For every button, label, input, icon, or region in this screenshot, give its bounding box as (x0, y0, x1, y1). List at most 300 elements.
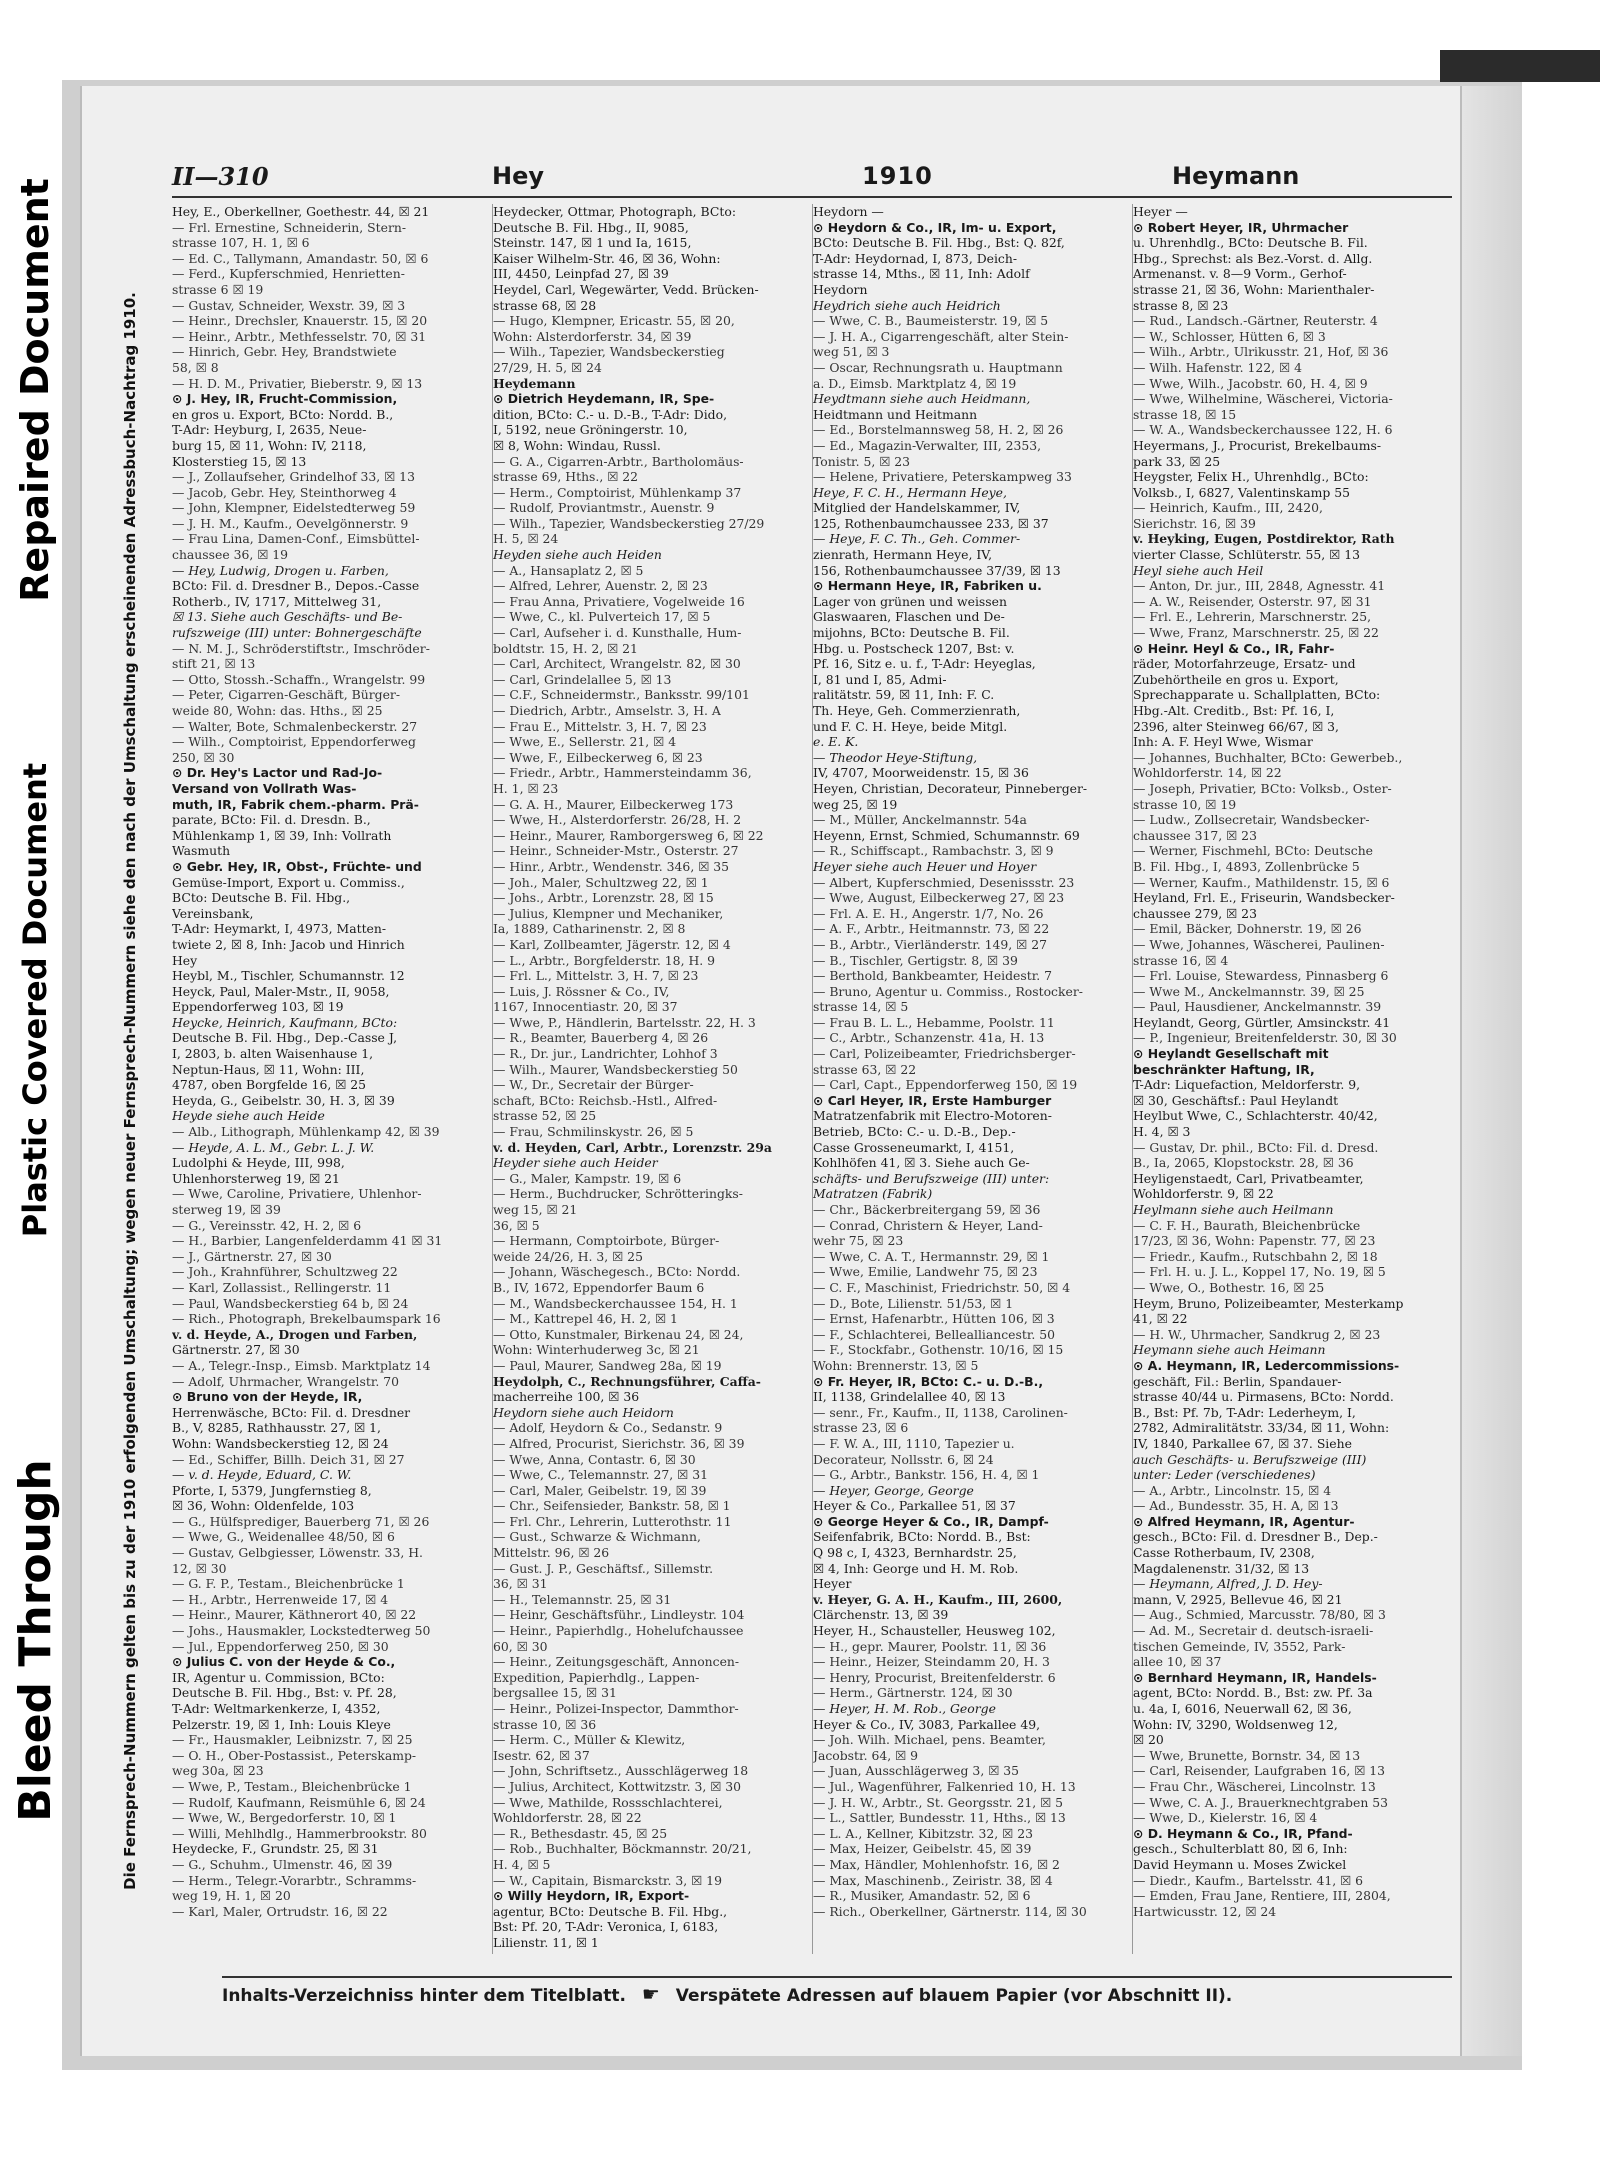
directory-entry-line: — Wwe, G., Weidenallee 48/50, ☒ 6 (172, 1529, 395, 1545)
directory-entry-line: — Carl, Capt., Eppendorferweg 150, ☒ 19 (813, 1077, 1078, 1093)
directory-entry-line: — Wwe, D., Kielerstr. 16, ☒ 4 (1133, 1810, 1318, 1826)
directory-entry-line: — Wwe, O., Bothestr. 16, ☒ 25 (1133, 1279, 1325, 1295)
directory-entry-line: — A. F., Arbtr., Heitmannstr. 73, ☒ 22 (813, 921, 1050, 937)
directory-entry-line: — C.F., Schneidermstr., Banksstr. 99/101 (493, 687, 750, 703)
directory-entry-line: — Jul., Eppendorferweg 250, ☒ 30 (172, 1638, 389, 1654)
directory-entry-line: ⊙ Alfred Heymann, IR, Agentur- (1133, 1513, 1355, 1529)
directory-entry-line: — Frl. A. E. H., Angerstr. 1/7, No. 26 (813, 905, 1044, 921)
directory-entry-line: — Jacob, Gebr. Hey, Steinthorweg 4 (172, 484, 397, 500)
directory-entry-line: auch Geschäfts- u. Berufszweige (III) (1133, 1451, 1367, 1467)
directory-entry-line: 2782, Admiralitätstr. 33/34, ☒ 11, Wohn: (1133, 1420, 1390, 1436)
directory-entry-line: — Emil, Bäcker, Dohnerstr. 19, ☒ 26 (1133, 921, 1362, 937)
directory-entry-line: — Frau E., Mittelstr. 3, H. 7, ☒ 23 (493, 718, 707, 734)
directory-entry-line: ⊙ Heinr. Heyl & Co., IR, Fahr- (1133, 640, 1335, 656)
directory-entry-line: — C. F. H., Baurath, Bleichenbrücke (1133, 1217, 1361, 1233)
directory-entry-line: — Joh., Krahnführer, Schultzweg 22 (172, 1264, 398, 1280)
directory-entry-line: 125, Rothenbaumchaussee 233, ☒ 37 (813, 515, 1049, 531)
directory-entry-line: Hbg.-Alt. Creditb., Bst: Pf. 16, I, (1133, 703, 1335, 718)
directory-entry-line: Clärchenstr. 13, ☒ 39 (813, 1607, 949, 1623)
directory-entry-line: mann, V, 2925, Bellevue 46, ☒ 21 (1133, 1591, 1343, 1607)
directory-entry-line: Sprechapparate u. Schallplatten, BCto: (1133, 687, 1381, 703)
directory-entry-line: — Ad. M., Secretair d. deutsch-israeli- (1133, 1623, 1374, 1639)
directory-entry-line: — Wwe, Emilie, Landwehr 75, ☒ 23 (813, 1264, 1038, 1280)
directory-entry-line: — Rudolf, Proviantmstr., Auenstr. 9 (493, 500, 715, 516)
directory-entry-line: strasse 14, Mths., ☒ 11, Inh: Adolf (813, 266, 1030, 282)
directory-entry-line: — Wwe, Franz, Marschnerstr. 25, ☒ 22 (1133, 625, 1379, 641)
directory-entry-line: — Willi, Mehlhdlg., Hammerbrookstr. 80 (172, 1825, 427, 1841)
directory-entry-line: Isestr. 62, ☒ 37 (493, 1747, 590, 1763)
directory-entry-line: — Wwe, C. B., Baumeisterstr. 19, ☒ 5 (813, 313, 1049, 329)
directory-entry-line: T-Adr: Liquefaction, Meldorferstr. 9, (1133, 1077, 1361, 1093)
directory-entry-line: — Alfred, Procurist, Sierichstr. 36, ☒ 39 (493, 1435, 745, 1451)
directory-entry-line: — Karl, Zollassist., Rellingerstr. 11 (172, 1279, 392, 1295)
directory-entry-line: — Wwe, Mathilde, Rossschlachterei, (493, 1794, 723, 1810)
directory-entry-line: Decorateur, Nollsstr. 6, ☒ 24 (813, 1451, 994, 1467)
directory-entry-line: 12, ☒ 30 (172, 1560, 227, 1576)
directory-entry-line: weide 24/26, H. 3, ☒ 25 (493, 1248, 643, 1264)
directory-entry-line: — F. W. A., III, 1110, Tapezier u. (813, 1435, 1015, 1451)
directory-entry-line: Mühlenkamp 1, ☒ 39, Inh: Vollrath (172, 827, 392, 843)
directory-entry-line: ⊙ Heylandt Gesellschaft mit (1133, 1046, 1329, 1062)
directory-entry-line: Sierichstr. 16, ☒ 39 (1133, 515, 1256, 531)
directory-entry-line: Kaiser Wilhelm-Str. 46, ☒ 36, Wohn: (493, 250, 721, 266)
directory-entry-line: — A. W., Reisender, Osterstr. 97, ☒ 31 (1133, 593, 1372, 609)
directory-entry-line: — W., Dr., Secretair der Bürger- (493, 1077, 694, 1093)
directory-entry-line: strasse 107, H. 1, ☒ 6 (172, 235, 310, 251)
directory-entry-line: Heyder siehe auch Heider (493, 1155, 658, 1171)
directory-entry-line: en gros u. Export, BCto: Nordd. B., (172, 406, 394, 422)
footer-left-text: Inhalts-Verzeichniss hinter dem Titelblatt. (222, 1986, 626, 2006)
directory-entry-line: — Gustav, Dr. phil., BCto: Fil. d. Dresd. (1133, 1139, 1379, 1155)
directory-entry-line: — Frau Anna, Privatiere, Vogelweide 16 (493, 593, 745, 609)
directory-entry-line: 60, ☒ 30 (493, 1638, 548, 1654)
directory-entry-line: T-Adr: Weltmarkenkerze, I, 4352, (172, 1701, 381, 1716)
directory-entry-line: — L., Arbtr., Borgfelderstr. 18, H. 9 (493, 952, 716, 968)
directory-entry-line: zienrath, Hermann Heye, IV, (813, 547, 993, 563)
directory-entry-line: BCto: Deutsche B. Fil. Hbg., Bst: Q. 82f, (813, 235, 1065, 251)
directory-entry-line: — Heinr., Heizer, Steindamm 20, H. 3 (813, 1654, 1050, 1670)
directory-entry-line: — Hinrich, Gebr. Hey, Brandstwiete (172, 344, 397, 360)
directory-entry-line: Wasmuth (172, 843, 231, 859)
directory-entry-line: ⊙ Fr. Heyer, IR, BCto: C.- u. D.-B., (813, 1373, 1044, 1389)
directory-entry-line: — Heinr., Maurer, Käthnerort 40, ☒ 22 (172, 1607, 417, 1623)
directory-entry-line: Heyermans, J., Procurist, Brekelbaums- (1133, 437, 1382, 453)
directory-entry-line: ⊙ Willy Heydorn, IR, Export- (493, 1888, 690, 1904)
directory-entry-line: parate, BCto: Fil. d. Dresdn. B., (172, 812, 371, 828)
directory-entry-line: BCto: Fil. d. Dresdner B., Depos.-Casse (172, 578, 420, 594)
directory-entry-line: Heyligenstaedt, Carl, Privatbeamter, (1133, 1170, 1364, 1186)
column-1 (172, 204, 482, 1954)
directory-entry-line: u. Uhrenhdlg., BCto: Deutsche B. Fil. (1133, 235, 1368, 251)
directory-entry-line: Heydorn — (813, 204, 884, 219)
directory-entry-line: strasse 69, Hths., ☒ 22 (493, 469, 639, 485)
directory-entry-line: — Hugo, Klempner, Ericastr. 55, ☒ 20, (493, 313, 735, 329)
directory-entry-line: park 33, ☒ 25 (1133, 453, 1221, 469)
directory-entry-line: — H., Arbtr., Herrenweide 17, ☒ 4 (172, 1591, 389, 1607)
directory-entry-line: Versand von Vollrath Was- (172, 780, 357, 796)
directory-entry-line: — F., Stockfabr., Gothenstr. 10/16, ☒ 15 (813, 1342, 1064, 1358)
directory-entry-line: — Heyer, H. M. Rob., George (813, 1701, 996, 1716)
directory-entry-line: Wohn: Brennerstr. 13, ☒ 5 (813, 1357, 979, 1373)
directory-entry-line: strasse 52, ☒ 25 (493, 1108, 597, 1124)
directory-entry-line: — Heinr., Zeitungsgeschäft, Annoncen- (493, 1654, 740, 1670)
directory-entry-line: Heyda, G., Geibelstr. 30, H. 3, ☒ 39 (172, 1092, 395, 1108)
directory-entry-line: H. 4, ☒ 5 (493, 1856, 551, 1872)
directory-entry-line: — G. A. H., Maurer, Eilbeckerweg 173 (493, 796, 734, 812)
directory-entry-line: räder, Motorfahrzeuge, Ersatz- und (1133, 656, 1356, 672)
directory-entry-line: — Frl. Chr., Lehrerin, Lutterothstr. 11 (493, 1513, 732, 1529)
label-text-bleed: Bleed Through (9, 1458, 61, 1822)
directory-entry-line: — Rud., Landsch.-Gärtner, Reuterstr. 4 (1133, 313, 1378, 329)
directory-entry-line: chaussee 317, ☒ 23 (1133, 827, 1257, 843)
directory-entry-line: — Ed., Magazin-Verwalter, III, 2353, (813, 437, 1042, 453)
directory-entry-line: — Frau, Schmilinskystr. 26, ☒ 5 (493, 1124, 694, 1140)
directory-entry-line: Glaswaaren, Flaschen und De- (813, 609, 1005, 625)
directory-entry-line: — Herm., Buchdrucker, Schrötteringks- (493, 1186, 743, 1202)
directory-entry-line: sterweg 19, ☒ 39 (172, 1202, 281, 1217)
directory-entry-line: B., Bst: Pf. 7b, T-Adr: Lederheym, I, (1133, 1404, 1356, 1420)
directory-entry-line: 41, ☒ 22 (1133, 1311, 1188, 1327)
directory-entry-line: — Heinr., Drechsler, Knauerstr. 15, ☒ 20 (172, 313, 428, 329)
directory-entry-line: u. 4a, I, 6016, Neuerwall 62, ☒ 36, (1133, 1701, 1352, 1716)
directory-entry-line: — Wwe, F., Eilbeckerweg 6, ☒ 23 (493, 749, 703, 765)
directory-entry-line: dition, BCto: C.- u. D.-B., T-Adr: Dido, (493, 406, 728, 422)
side-labels (0, 130, 70, 2060)
directory-entry-line: — Carl, Grindelallee 5, ☒ 13 (493, 671, 672, 687)
directory-entry-line: — Wwe, C. A. T., Hermannstr. 29, ☒ 1 (813, 1248, 1050, 1264)
directory-entry-line: — Wwe, August, Eilbeckerweg 27, ☒ 23 (813, 890, 1065, 906)
label-plastic-covered-document (0, 690, 70, 1310)
directory-entry-line: Pforte, I, 5379, Jungfernstieg 8, (172, 1482, 372, 1498)
directory-entry-line: ☒ 13. Siehe auch Geschäfts- und Be- (172, 609, 403, 625)
directory-entry-line: Deutsche B. Fil. Hbg., Bst: v. Pf. 28, (172, 1685, 397, 1701)
directory-entry-line: B. Fil. Hbg., I, 4893, Zollenbrücke 5 (1133, 858, 1360, 874)
directory-entry-line: — Peter, Cigarren-Geschäft, Bürger- (172, 687, 401, 703)
directory-entry-line: — Wilh., Comptoirist, Eppendorferweg (172, 734, 416, 750)
directory-entry-line: David Heymann u. Moses Zwickel (1133, 1856, 1347, 1872)
directory-entry-line: — L. A., Kellner, Kibitzstr. 32, ☒ 23 (813, 1825, 1033, 1841)
directory-entry-line: — Chr., Seifensieder, Bankstr. 58, ☒ 1 (493, 1498, 731, 1514)
directory-entry-line: — Johann, Wäschegesch., BCto: Nordd. (493, 1264, 741, 1280)
directory-entry-line: Heylandt, Georg, Gürtler, Amsinckstr. 41 (1133, 1014, 1391, 1030)
directory-entry-line: ⊙ J. Hey, IR, Frucht-Commission, (172, 391, 398, 407)
label-repaired-document (0, 130, 70, 650)
directory-entry-line: — A., Telegr.-Insp., Eimsb. Marktplatz 14 (172, 1357, 431, 1373)
directory-entry-line: agentur, BCto: Deutsche B. Fil. Hbg., (493, 1903, 728, 1919)
directory-entry-line: Armenanst. v. 8—9 Vorm., Gerhof- (1133, 266, 1347, 282)
directory-entry-line: — Albert, Kupferschmied, Desenissstr. 23 (813, 874, 1075, 890)
directory-entry-line: 36, ☒ 31 (493, 1576, 548, 1592)
directory-entry-line: gesch., Schulterblatt 80, ☒ 6, Inh: (1133, 1841, 1348, 1857)
directory-entry-line: boldtstr. 15, H. 2, ☒ 21 (493, 640, 638, 656)
directory-entry-line: Neptun-Haus, ☒ 11, Wohn: III, (172, 1061, 365, 1077)
directory-entry-line: — Julius, Architect, Kottwitzstr. 3, ☒ 30 (493, 1778, 742, 1794)
header-year: 1910 (862, 162, 933, 190)
directory-entry-line: Hey, E., Oberkellner, Goethestr. 44, ☒ 21 (172, 204, 430, 219)
directory-entry-line: — Karl, Zollbeamter, Jägerstr. 12, ☒ 4 (493, 936, 731, 952)
directory-entry-line: — W. A., Wandsbeckerchaussee 122, H. 6 (1133, 422, 1393, 438)
directory-entry-line: Q 98 c, I, 4323, Bernhardstr. 25, (813, 1545, 1017, 1561)
directory-entry-line: 4787, oben Borgfelde 16, ☒ 25 (172, 1077, 367, 1093)
directory-entry-line: BCto: Deutsche B. Fil. Hbg., (172, 890, 351, 906)
directory-entry-line: Heymann siehe auch Heimann (1133, 1342, 1326, 1358)
directory-entry-line: — Frl. Ernestine, Schneiderin, Stern- (172, 219, 407, 235)
directory-entry-line: — Heyde, A. L. M., Gebr. L. J. W. (172, 1139, 375, 1155)
directory-entry-line: ⊙ Bernhard Heymann, IR, Handels- (1133, 1669, 1377, 1685)
directory-entry-line: Deutsche B. Fil. Hbg., II, 9085, (493, 219, 689, 235)
directory-entry-line: — Oscar, Rechnungsrath u. Hauptmann (813, 359, 1063, 375)
directory-entry-line: strasse 6 ☒ 19 (172, 281, 264, 297)
directory-entry-line: — Ad., Bundesstr. 35, H. A, ☒ 13 (1133, 1498, 1339, 1514)
directory-entry-line: Mitglied der Handelskammer, IV, (813, 500, 1021, 516)
directory-entry-line: strasse 18, ☒ 15 (1133, 406, 1237, 422)
directory-entry-line: — R., Bethesdastr. 45, ☒ 25 (493, 1825, 668, 1841)
directory-entry-line: twiete 2, ☒ 8, Inh: Jacob und Hinrich (172, 936, 405, 952)
directory-entry-line: ⊙ Dr. Hey's Lactor und Rad-Jo- (172, 765, 383, 781)
directory-entry-line: — Herm., Telegr.-Vorarbtr., Schramms- (172, 1872, 417, 1888)
directory-entry-line: Heyenn, Ernst, Schmied, Schumannstr. 69 (813, 827, 1080, 843)
directory-entry-line: — M., Wandsbeckerchaussee 154, H. 1 (493, 1295, 738, 1311)
directory-entry-line: — Otto, Stossh.-Schaffn., Wrangelstr. 99 (172, 671, 426, 687)
directory-entry-line: — Heinr., Schneider-Mstr., Osterstr. 27 (493, 843, 739, 859)
directory-entry-line: — Frl. Louise, Stewardess, Pinnasberg 6 (1133, 968, 1389, 984)
directory-entry-line: — senr., Fr., Kaufm., II, 1138, Carolinen- (813, 1404, 1068, 1420)
directory-entry-line: — Wilh., Tapezier, Wandsbeckerstieg (493, 344, 725, 360)
directory-entry-line: — R., Dr. jur., Landrichter, Lohhof 3 (493, 1046, 718, 1062)
directory-entry-line: Tonistr. 5, ☒ 23 (813, 453, 911, 469)
directory-entry-line: — C. F., Maschinist, Friedrichstr. 50, ☒ 4 (813, 1279, 1071, 1295)
column-4 (1132, 204, 1443, 1954)
directory-entry-line: I, 81 und I, 85, Admi- (813, 671, 947, 687)
directory-entry-line: — Heyer, George, George (813, 1482, 974, 1498)
directory-entry-line: tischen Gemeinde, IV, 3552, Park- (1133, 1638, 1346, 1654)
directory-entry-line: — Gustav, Gelbgiesser, Löwenstr. 33, H. (172, 1545, 423, 1561)
directory-entry-line: — Emden, Frau Jane, Rentiere, III, 2804, (1133, 1888, 1391, 1904)
directory-entry-line: weg 19, H. 1, ☒ 20 (172, 1888, 291, 1904)
directory-entry-line: Uhlenhorsterweg 19, ☒ 21 (172, 1170, 340, 1186)
directory-entry-line: — P., Ingenieur, Breitenfelderstr. 30, ☒ 30 (1133, 1030, 1397, 1046)
directory-entry-line: Lilienstr. 11, ☒ 1 (493, 1934, 599, 1950)
directory-entry-line: ☒ 36, Wohn: Oldenfelde, 103 (172, 1498, 355, 1514)
directory-entry-line: agent, BCto: Nordd. B., Bst: zw. Pf. 3a (1133, 1685, 1373, 1701)
directory-entry-line: Heyer & Co., IV, 3083, Parkallee 49, (813, 1716, 1041, 1732)
directory-entry-line: H. 5, ☒ 24 (493, 531, 559, 547)
directory-entry-line: — Hermann, Comptoirbote, Bürger- (493, 1233, 720, 1249)
scanned-page (80, 86, 1522, 2056)
directory-entry-line: — Heymann, Alfred, J. D. Hey- (1133, 1576, 1323, 1592)
directory-entry-line: Jacobstr. 64, ☒ 9 (813, 1747, 919, 1763)
directory-entry-line: — Johannes, Buchhalter, BCto: Gewerbeb., (1133, 749, 1403, 765)
page-footer (222, 1976, 1452, 2012)
directory-entry-line: — Paul, Hausdiener, Anckelmannstr. 39 (1133, 999, 1382, 1015)
directory-entry-line: Magdalenenstr. 31/32, ☒ 13 (1133, 1560, 1310, 1576)
directory-entry-line: — Wilh., Tapezier, Wandsbeckerstieg 27/29 (493, 515, 765, 531)
directory-entry-line: — Diedr., Kaufm., Bartelsstr. 41, ☒ 6 (1133, 1872, 1364, 1888)
directory-entry-line: — J., Gärtnerstr. 27, ☒ 30 (172, 1248, 332, 1264)
directory-entry-line: — Henry, Procurist, Breitenfelderstr. 6 (813, 1669, 1056, 1685)
directory-entry-line: Mittelstr. 96, ☒ 26 (493, 1545, 610, 1561)
footer-right-text: Verspätete Adressen auf blauem Papier (vor Abschnitt II). (675, 1986, 1233, 2006)
directory-entry-line: — Heinr., Maurer, Ramborgersweg 6, ☒ 22 (493, 827, 764, 843)
directory-entry-line: ⊙ A. Heymann, IR, Ledercommissions- (1133, 1357, 1400, 1373)
directory-entry-line: chaussee 36, ☒ 19 (172, 547, 289, 563)
directory-entry-line: — H. D. M., Privatier, Bieberstr. 9, ☒ 13 (172, 375, 423, 391)
directory-entry-line: 2396, alter Steinweg 66/67, ☒ 3, (1133, 718, 1339, 734)
directory-entry-line: Heidtmann und Heitmann (813, 406, 978, 422)
directory-entry-line: macherreihe 100, ☒ 36 (493, 1389, 640, 1405)
directory-entry-line: strasse 14, ☒ 5 (813, 999, 909, 1015)
directory-entry-line: Heydorn (813, 281, 868, 297)
directory-entry-line: — Frl. H. u. J. L., Koppel 17, No. 19, ☒ 5 (1133, 1264, 1386, 1280)
directory-entry-line: — Heinr, Geschäftsführ., Lindleystr. 104 (493, 1607, 745, 1623)
directory-entry-line: — Adolf, Heydorn & Co., Sedanstr. 9 (493, 1420, 723, 1436)
directory-entry-line: IV, 1840, Parkallee 67, ☒ 37. Siehe (1133, 1435, 1352, 1451)
directory-entry-line: — A., Arbtr., Lincolnstr. 15, ☒ 4 (1133, 1482, 1332, 1498)
directory-entry-line: — Luis, J. Rössner & Co., IV, (493, 983, 670, 999)
directory-entry-line: — Gustav, Schneider, Wexstr. 39, ☒ 3 (172, 297, 406, 313)
directory-entry-line: weg 25, ☒ 19 (813, 796, 898, 812)
directory-entry-line: weg 30a, ☒ 23 (172, 1763, 264, 1779)
directory-entry-line: Vereinsbank, (172, 905, 254, 921)
directory-entry-line: Heyland, Frl. E., Friseurin, Wandsbecker- (1133, 890, 1395, 906)
directory-entry-line: Heycke, Heinrich, Kaufmann, BCto: (172, 1014, 398, 1030)
column-3 (812, 204, 1123, 1954)
directory-entry-line: bergsallee 15, ☒ 31 (493, 1685, 617, 1701)
directory-entry-line: — Hinr., Arbtr., Wendenstr. 346, ☒ 35 (493, 858, 730, 874)
directory-entry-line: — Wilh., Maurer, Wandsbeckerstieg 50 (493, 1061, 738, 1077)
directory-entry-line: — Wwe M., Anckelmannstr. 39, ☒ 25 (1133, 983, 1365, 999)
vertical-phone-note (110, 216, 150, 1966)
directory-entry-line: Kohlhöfen 41, ☒ 3. Siehe auch Ge- (813, 1155, 1030, 1171)
directory-entry-line: Heyer — (1133, 204, 1188, 219)
directory-entry-line: B., V, 8285, Rathhausstr. 27, ☒ 1, (172, 1420, 381, 1436)
directory-entry-line: strasse 63, ☒ 22 (813, 1061, 917, 1077)
directory-entry-line: — Frau Lina, Damen-Conf., Eimsbüttel- (172, 531, 420, 547)
directory-entry-line: Hbg., Sprechst: als Bez.-Vorst. d. Allg. (1133, 250, 1373, 266)
directory-entry-line: — Wwe, H., Alsterdorferstr. 26/28, H. 2 (493, 812, 742, 828)
directory-entry-line: — Paul, Maurer, Sandweg 28a, ☒ 19 (493, 1357, 722, 1373)
directory-entry-line: Pf. 16, Sitz e. u. f., T-Adr: Heyeglas, (813, 656, 1036, 672)
directory-entry-line: — Ed., Borstelmannsweg 58, H. 2, ☒ 26 (813, 422, 1064, 438)
directory-entry-line: H. 1, ☒ 23 (493, 780, 559, 796)
directory-entry-line: Wohldorferstr. 14, ☒ 22 (1133, 765, 1282, 781)
directory-entry-line: geschäft, Fil.: Berlin, Spandauer- (1133, 1373, 1342, 1389)
directory-entry-line: Casse Rotherbaum, IV, 2308, (1133, 1545, 1315, 1561)
directory-entry-line: Heyer & Co., Parkallee 51, ☒ 37 (813, 1498, 1016, 1514)
directory-entry-line: — Wwe, W., Bergedorferstr. 10, ☒ 1 (172, 1810, 397, 1826)
directory-entry-line: Klosterstieg 15, ☒ 13 (172, 453, 307, 469)
directory-entry-line: Heydrich siehe auch Heidrich (813, 297, 1001, 313)
directory-entry-line: Heydecke, F., Grundstr. 25, ☒ 31 (172, 1841, 379, 1857)
directory-entry-line: — Wwe, E., Sellerstr. 21, ☒ 4 (493, 734, 677, 750)
directory-entry-line: Heybl, M., Tischler, Schumannstr. 12 (172, 968, 405, 984)
directory-entry-line: strasse 21, ☒ 36, Wohn: Marienthaler- (1133, 281, 1375, 297)
directory-entry-line: — D., Bote, Lilienstr. 51/53, ☒ 1 (813, 1295, 1014, 1311)
directory-entry-line: — Anton, Dr. jur., III, 2848, Agnesstr. 41 (1133, 578, 1386, 594)
scan-dark-corner (1440, 50, 1600, 82)
directory-entry-line: a. D., Eimsb. Marktplatz 4, ☒ 19 (813, 375, 1017, 391)
directory-entry-line: strasse 40/44 u. Pirmasens, BCto: Nordd. (1133, 1389, 1394, 1405)
directory-entry-line: Heye, F. C. H., Hermann Heye, (813, 484, 1007, 500)
directory-entry-line: — J., Zollaufseher, Grindelhof 33, ☒ 13 (172, 469, 415, 485)
directory-entry-line: ☒ 30, Geschäftsf.: Paul Heylandt (1133, 1092, 1339, 1108)
directory-entry-line: — O. H., Ober-Postassist., Peterskamp- (172, 1747, 417, 1763)
directory-entry-line: Heygster, Felix H., Uhrenhdlg., BCto: (1133, 469, 1369, 485)
directory-entry-line: Ia, 1889, Catharinenstr. 2, ☒ 8 (493, 921, 686, 937)
directory-entry-line: — G., Hülfsprediger, Bauerberg 71, ☒ 26 (172, 1513, 430, 1529)
directory-entry-line: Bst: Pf. 20, T-Adr: Veronica, I, 6183, (493, 1919, 719, 1935)
directory-entry-line: — G., Maler, Kampstr. 19, ☒ 6 (493, 1170, 682, 1186)
directory-entry-line: Wohldorferstr. 28, ☒ 22 (493, 1810, 642, 1826)
directory-entry-line: — Wwe, Wilhelmine, Wäscherei, Victoria- (1133, 391, 1393, 407)
directory-entry-line: — B., Tischler, Gertigstr. 8, ☒ 39 (813, 952, 1018, 968)
directory-entry-line: 17/23, ☒ 36, Wohn: Papenstr. 77, ☒ 23 (1133, 1233, 1376, 1249)
directory-entry-line: — Herm., Gärtnerstr. 124, ☒ 30 (813, 1685, 1013, 1701)
directory-entry-line: — G. A., Cigarren-Arbtr., Bartholomäus- (493, 453, 744, 469)
directory-entry-line: ⊙ Heydorn & Co., IR, Im- u. Export, (813, 219, 1057, 235)
directory-entry-line: — Herm. C., Müller & Klewitz, (493, 1732, 686, 1748)
directory-entry-line: — Wwe, P., Händlerin, Bartelsstr. 22, H. 3 (493, 1014, 756, 1030)
directory-entry-line: ⊙ D. Heymann & Co., IR, Pfand- (1133, 1825, 1353, 1841)
directory-entry-line: Heyden siehe auch Heiden (493, 547, 662, 563)
directory-entry-line: — Wwe, C., kl. Pulverteich 17, ☒ 5 (493, 609, 711, 625)
header-keyword: Hey (492, 162, 545, 190)
directory-entry-line: II, 1138, Grindelallee 40, ☒ 13 (813, 1389, 1006, 1405)
directory-entry-line: — R., Beamter, Bauerberg 4, ☒ 26 (493, 1030, 709, 1046)
directory-entry-line: ⊙ Carl Heyer, IR, Erste Hamburger (813, 1092, 1052, 1108)
directory-entry-line: — Paul, Wandsbeckerstieg 64 b, ☒ 24 (172, 1295, 409, 1311)
directory-entry-line: III, 4450, Leinpfad 27, ☒ 39 (493, 266, 669, 282)
directory-entry-line: strasse 68, ☒ 28 (493, 297, 597, 313)
directory-entry-line: unter: Leder (verschiedenes) (1133, 1467, 1316, 1483)
directory-entry-line: — B., Arbtr., Vierländerstr. 149, ☒ 27 (813, 936, 1047, 952)
directory-entry-line: Wohn: IV, 3290, Woldsenweg 12, (1133, 1716, 1338, 1732)
directory-entry-line: — W., Schlosser, Hütten 6, ☒ 3 (1133, 328, 1326, 344)
directory-entry-line: Heydel, Carl, Wegewärter, Vedd. Brücken- (493, 281, 759, 297)
directory-entry-line: — Carl, Architect, Wrangelstr. 82, ☒ 30 (493, 656, 741, 672)
directory-entry-line: — Carl, Maler, Geibelstr. 19, ☒ 39 (493, 1482, 707, 1498)
directory-entry-line: — Hey, Ludwig, Drogen u. Farben, (172, 562, 389, 578)
directory-entry-line: — Joh., Maler, Schultzweg 22, ☒ 1 (493, 874, 709, 890)
directory-entry-line: — N. M. J., Schröderstiftstr., Imschröder- (172, 640, 430, 656)
directory-entry-line: chaussee 279, ☒ 23 (1133, 905, 1257, 921)
directory-entry-line: — Wwe, Brunette, Bornstr. 34, ☒ 13 (1133, 1747, 1361, 1763)
directory-entry-line: Heyer siehe auch Heuer und Hoyer (813, 858, 1037, 874)
directory-entry-line: 36, ☒ 5 (493, 1217, 540, 1233)
directory-entry-line: weide 80, Wohn: das. Hths., ☒ 25 (172, 703, 383, 718)
pointing-hand-icon: ☛ (641, 1982, 660, 2006)
directory-entry-line: Wohn: Alsterdorferstr. 34, ☒ 39 (493, 328, 692, 344)
directory-entry-line: Gemüse-Import, Export u. Commiss., (172, 874, 405, 890)
directory-entry-line: — Frau Chr., Wäscherei, Lincolnstr. 13 (1133, 1778, 1376, 1794)
column-2 (492, 204, 803, 1954)
directory-entry-line: schaft, BCto: Reichsb.-Hstl., Alfred- (493, 1092, 718, 1108)
directory-entry-line: Eppendorferweg 103, ☒ 19 (172, 999, 344, 1015)
directory-entry-line: — Rob., Buchhalter, Böckmannstr. 20/21, (493, 1841, 752, 1857)
directory-entry-line: Steinstr. 147, ☒ 1 und Ia, 1615, (493, 235, 692, 251)
directory-entry-line: Heylmann siehe auch Heilmann (1133, 1202, 1334, 1217)
directory-entry-line: — Joh. Wilh. Michael, pens. Beamter, (813, 1732, 1046, 1748)
directory-entry-line: ☒ 20 (1133, 1732, 1164, 1748)
label-bleed-through (0, 1330, 70, 1950)
directory-entry-line: — Juan, Ausschlägerweg 3, ☒ 35 (813, 1763, 1020, 1779)
directory-entry-line: T-Adr: Heydornad, I, 873, Deich- (813, 250, 1018, 266)
directory-entry-line: — Diedrich, Arbtr., Amselstr. 3, H. A (493, 703, 721, 718)
directory-entry-line: 156, Rothenbaumchaussee 37/39, ☒ 13 (813, 562, 1061, 578)
directory-entry-line: ⊙ Hermann Heye, IR, Fabriken u. (813, 578, 1042, 594)
directory-entry-line: T-Adr: Heyburg, I, 2635, Neue- (172, 422, 367, 438)
directory-entry-line: Heym, Bruno, Polizeibeamter, Mesterkamp (1133, 1295, 1404, 1311)
